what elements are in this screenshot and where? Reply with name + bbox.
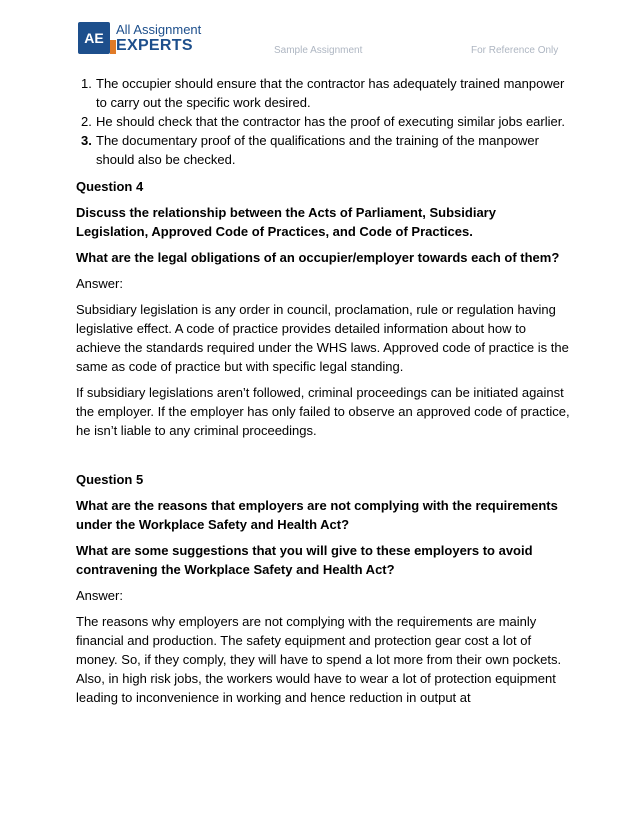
list-number: 1. <box>81 76 92 91</box>
question-5-heading: Question 5 <box>76 472 144 487</box>
question-4-answer-label: Answer: <box>76 276 123 291</box>
question-5-prompt-2: What are some suggestions that you will give to these employers to avoid contravening the Workplace Safety and Health Act? <box>76 543 533 577</box>
logo-text-line1: All Assignment <box>116 22 202 37</box>
question-4-prompt-1: Discuss the relationship between the Acts of Parliament, Subsidiary Legislation, Approved Code of Practices, and Code of Practices. <box>76 205 496 239</box>
logo-text-line2: EXPERTS <box>116 37 193 54</box>
question-4-heading: Question 4 <box>76 179 144 194</box>
list-item-text: He should check that the contractor has the proof of executing similar jobs earlier. <box>96 114 565 129</box>
page-header <box>0 0 638 68</box>
question-5-answer-label: Answer: <box>76 588 123 603</box>
list-item-text: The occupier should ensure that the contractor has adequately trained manpower to carry out the specific work desired. <box>96 76 565 110</box>
question-5-prompt-1: What are the reasons that employers are not complying with the requirements under the Workplace Safety and Health Act? <box>76 498 558 532</box>
list-item-text: The documentary proof of the qualifications and the training of the manpower should also be checked. <box>96 133 539 167</box>
logo[interactable] <box>78 14 218 56</box>
list-item <box>76 74 570 112</box>
list-number: 2. <box>81 114 92 129</box>
list-item <box>76 112 570 131</box>
list-number: 3. <box>81 133 92 148</box>
question-5-answer-paragraph-1: The reasons why employers are not complying with the requirements are mainly financial and production. The safety equipment and protection gear cost a lot of money. So, if they comply, they will have to spend a lot more from their own pockets. Also, in high risk jobs, the workers would have to wear a lot of protection equipment leading to inconvenience in working and hence reduction in output at <box>76 614 562 705</box>
sample-assignment-label: Sample Assignment <box>274 45 363 56</box>
numbered-list <box>76 74 570 169</box>
logo-badge: AE <box>78 22 110 54</box>
question-4-answer-paragraph-1: Subsidiary legislation is any order in council, proclamation, rule or regulation having legislative effect. A code of practice provides detailed information about how to achieve the standards required under the WHS laws. Approved code of practice is the same as code of practice but with specific legal standing. <box>76 302 569 374</box>
section-spacer <box>76 447 570 470</box>
question-4-prompt-2: What are the legal obligations of an occupier/employer towards each of them? <box>76 250 560 265</box>
reference-only-label: For Reference Only <box>471 45 559 56</box>
document-body <box>76 74 570 714</box>
question-4-answer-paragraph-2: If subsidiary legislations aren’t followed, criminal proceedings can be initiated against the employer. If the employer has only failed to observe an approved code of practice, he isn’t liable to any criminal proceedings. <box>76 385 570 438</box>
list-item <box>76 131 570 169</box>
